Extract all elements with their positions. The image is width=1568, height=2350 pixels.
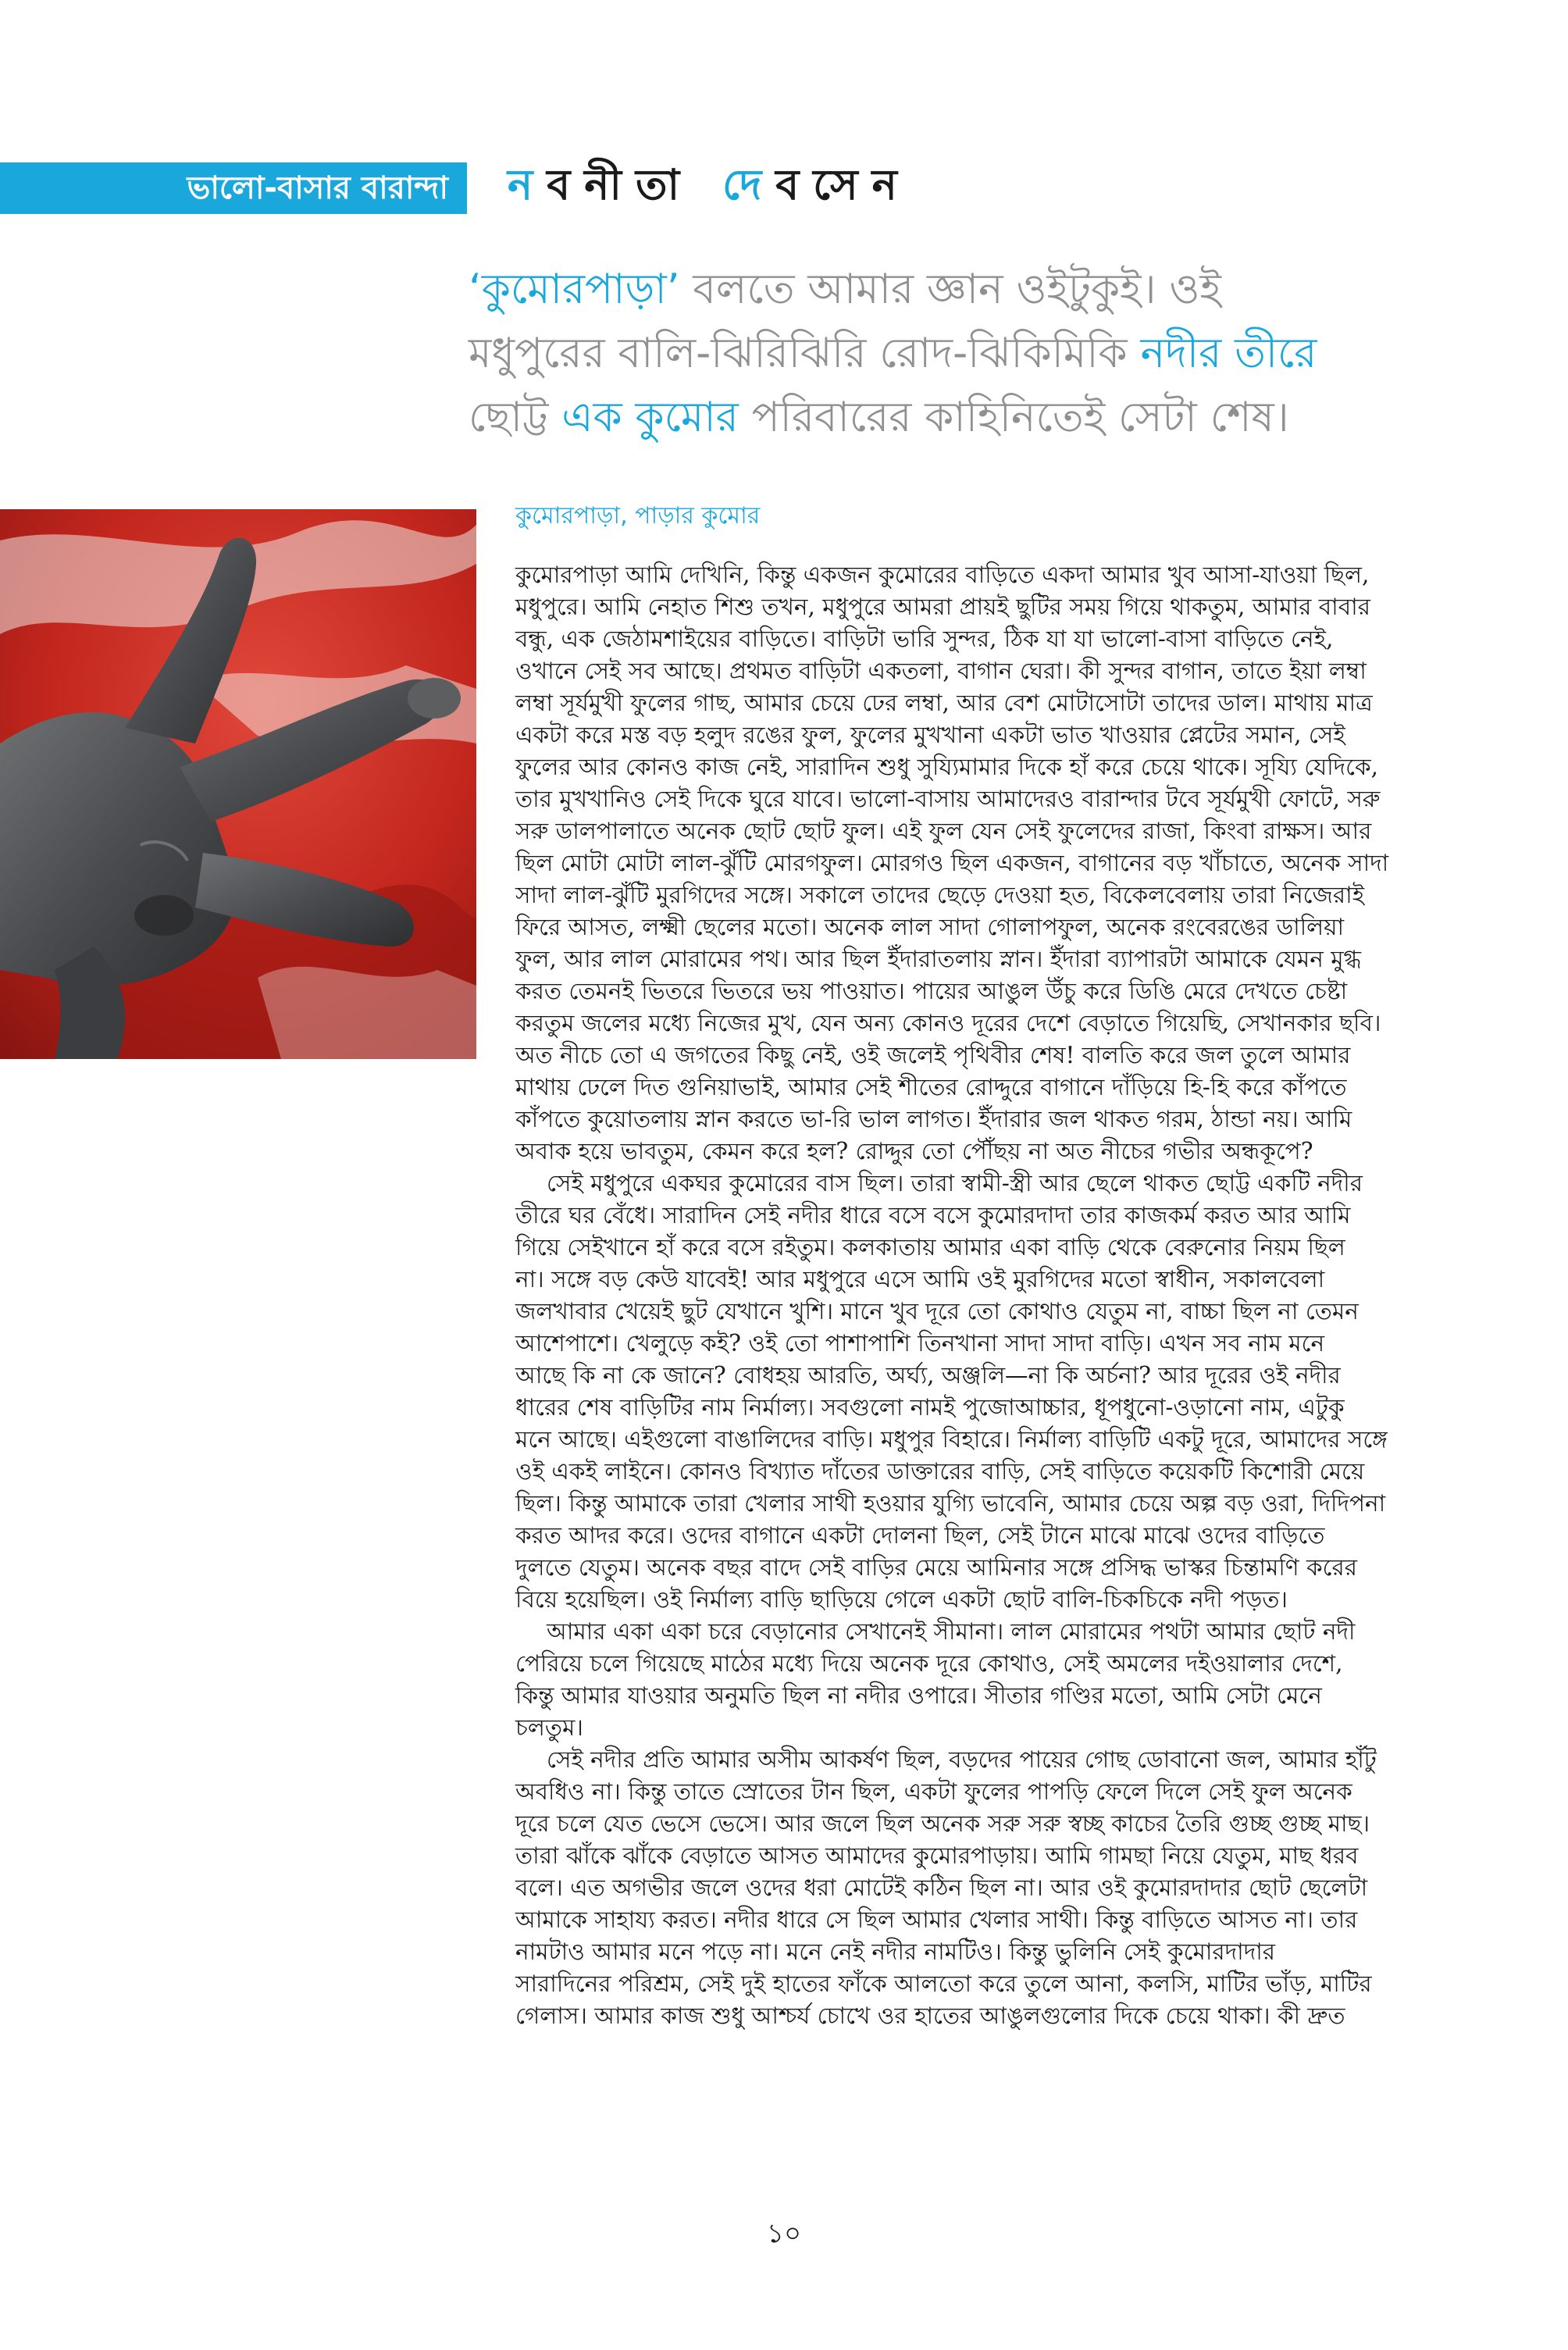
article-line: দূরে চলে যেত ভেসে ভেসে। আর জলে ছিল অনেক সরু সরু স্বচ্ছ কাচের তৈরি গুচ্ছ গুচ্ছ মাছ। — [515, 1810, 1370, 1837]
article-line: দুলতে যেতুম। অনেক বছর বাদে সেই বাড়ির মেয়ে আমিনার সঙ্গে প্রসিদ্ধ ভাস্কর চিন্তামণি করের — [515, 1554, 1357, 1581]
article-body — [515, 559, 1538, 2032]
article-line: গেলাস। আমার কাজ শুধু আশ্চর্য চোখে ওর হাতের আঙুলগুলোর দিকে চেয়ে থাকা। কী দ্রুত — [515, 2002, 1345, 2029]
article-line: মাথায় ঢেলে দিত গুনিয়াভাই, আমার সেই শীতের রোদ্দুরে বাগানে দাঁড়িয়ে হি-হি করে কাঁপতে — [515, 1074, 1347, 1100]
author-name — [508, 147, 911, 222]
article-line: মধুপুরে। আমি নেহাত শিশু তখন, মধুপুরে আমরা প্রায়ই ছুটির সময় গিয়ে থাকতুম, আমার বাবার — [515, 594, 1370, 620]
author-name-first-rest: বনীতা — [547, 159, 722, 209]
author-name-middle-initial: দে — [722, 159, 776, 209]
article-line: সাদা লাল-ঝুঁটি মুরগিদের সঙ্গে। সকালে তাদের ছেড়ে দেওয়া হত, বিকেলবেলায় তারা নিজেরাই — [515, 882, 1365, 908]
section-label: ভালো-বাসার বারান্দা — [187, 170, 448, 206]
page-number: ১০ — [766, 2218, 802, 2249]
lede-highlight: এক কুমোর — [561, 394, 739, 441]
article-line: বিয়ে হয়েছিল। ওই নির্মাল্য বাড়ি ছাড়িয়ে গেলে একটা ছোট বালি-চিকচিকে নদী পড়ত। — [515, 1586, 1288, 1613]
article-line: সেই মধুপুরে একঘর কুমোরের বাস ছিল। তারা স্বামী-স্ত্রী আর ছেলে থাকত ছোট্ট একটি নদীর — [547, 1170, 1363, 1196]
lede-text: মধুপুরের বালি-ঝিরিঝিরি রোদ-ঝিকিমিকি — [469, 330, 1141, 377]
author-name-initial: ন — [508, 159, 547, 209]
article-line: আশেপাশে। খেলুড়ে কই? ওই তো পাশাপাশি তিনখানা সাদা সাদা বাড়ি। এখন সব নাম মনে — [515, 1330, 1325, 1357]
article-line: অবাক হয়ে ভাবতুম, কেমন করে হল? রোদ্দুর তো পৌঁছয় না অত নীচের গভীর অন্ধকূপে? — [515, 1138, 1313, 1164]
lede-pullquote — [469, 258, 1515, 450]
lede-highlight: নদীর তীরে — [1140, 330, 1317, 377]
article-line: ফুলের আর কোনও কাজ নেই, সারাদিন শুধু সুয্যিমামার দিকে হাঁ করে চেয়ে থাকে। সূয্যি যেদিকে, — [515, 754, 1379, 780]
article-line: একটা করে মস্ত বড় হলুদ রঙের ফুল, ফুলের মুখখানা একটা ভাত খাওয়ার প্লেটের সমান, সেই — [515, 722, 1345, 748]
lede-text: বলতে আমার জ্ঞান ওইটুকুই। ওই — [679, 266, 1222, 313]
article-line: অবধিও না। কিন্তু তাতে স্রোতের টান ছিল, একটা ফুলের পাপড়ি ফেলে দিলে সেই ফুল অনেক — [515, 1778, 1352, 1805]
lede-text: পরিবারের কাহিনিতেই সেটা শেষ। — [738, 394, 1289, 441]
article-line: গিয়ে সেইখানে হাঁ করে বসে রইতুম। কলকাতায় আমার একা বাড়ি থেকে বেরুনোর নিয়ম ছিল — [515, 1234, 1345, 1261]
article-line: অত নীচে তো এ জগতের কিছু নেই, ওই জলেই পৃথিবীর শেষ! বালতি করে জল তুলে আমার — [515, 1042, 1351, 1068]
clay-figure-photo — [0, 509, 476, 1059]
article-line: কুমোরপাড়া আমি দেখিনি, কিন্তু একজন কুমোরের বাড়িতে একদা আমার খুব আসা-যাওয়া ছিল, — [515, 562, 1370, 588]
article-line: ছিল মোটা মোটা লাল-ঝুঁটি মোরগফুল। মোরগও ছিল একজন, বাগানের বড় খাঁচাতে, অনেক সাদা — [515, 850, 1389, 876]
lede-line — [469, 322, 1515, 386]
article-line: সরু ডালপালাতে অনেক ছোট ছোট ফুল। এই ফুল যেন সেই ফুলেদের রাজা, কিংবা রাক্ষস। আর — [515, 818, 1372, 844]
article-line: ওই একই লাইনে। কোনও বিখ্যাত দাঁতের ডাক্তারের বাড়ি, সেই বাড়িতে কয়েকটি কিশোরী মেয়ে — [515, 1458, 1365, 1485]
article-line: বন্ধু, এক জেঠামশাইয়ের বাড়িতে। বাড়িটা ভারি সুন্দর, ঠিক যা যা ভালো-বাসা বাড়িতে নেই, — [515, 626, 1334, 652]
article-subheading: কুমোরপাড়া, পাড়ার কুমোর — [515, 502, 761, 530]
article-line: সেই নদীর প্রতি আমার অসীম আকর্ষণ ছিল, বড়দের পায়ের গোছ ডোবানো জল, আমার হাঁটু — [547, 1746, 1377, 1773]
article-line: করত আদর করে। ওদের বাগানে একটা দোলনা ছিল, সেই টানে মাঝে মাঝে ওদের বাড়িতে — [515, 1522, 1325, 1549]
article-line: আমাকে সাহায্য করত। নদীর ধারে সে ছিল আমার খেলার সাথী। কিন্তু বাড়িতে আসত না। তার — [515, 1906, 1358, 1933]
article-line: তীরে ঘর বেঁধে। সারাদিন সেই নদীর ধারে বসে বসে কুমোরদাদা তার কাজকর্ম করত আর আমি — [515, 1202, 1351, 1228]
article-line: মনে আছে। এইগুলো বাঙালিদের বাড়ি। মধুপুর বিহারে। নির্মাল্য বাড়িটি একটু দূরে, আমাদের সঙ্গে — [515, 1426, 1388, 1453]
article-line: আছে কি না কে জানে? বোধহয় আরতি, অর্ঘ্য, অঞ্জলি—না কি অর্চনা? আর দূরের ওই নদীর — [515, 1362, 1341, 1389]
article-line: পেরিয়ে চলে গিয়েছে মাঠের মধ্যে দিয়ে অনেক দূরে কোথাও, সেই অমলের দইওয়ালার দেশে, — [515, 1650, 1343, 1677]
lede-line — [469, 258, 1515, 322]
article-line: না। সঙ্গে বড় কেউ যাবেই! আর মধুপুরে এসে আমি ওই মুরগিদের মতো স্বাধীন, সকালবেলা — [515, 1266, 1325, 1293]
article-line: ফুল, আর লাল মোরামের পথ। আর ছিল ইঁদারাতলায় স্নান। ইঁদারা ব্যাপারটা আমাকে যেমন মুগ্ধ — [515, 946, 1362, 972]
lede-text: ছোট্ট — [469, 394, 562, 441]
article-line: চলতুম। — [515, 1714, 583, 1741]
article-line: কিন্তু আমার যাওয়ার অনুমতি ছিল না নদীর ওপারে। সীতার গণ্ডির মতো, আমি সেটা মেনে — [515, 1682, 1322, 1709]
article-line: ওখানে সেই সব আছে। প্রথমত বাড়িটা একতলা, বাগান ঘেরা। কী সুন্দর বাগান, তাতে ইয়া লম্বা — [515, 658, 1367, 684]
article-line: করতুম জলের মধ্যে নিজের মুখ, যেন অন্য কোনও দূরের দেশে বেড়াতে গিয়েছি, সেখানকার ছবি। — [515, 1010, 1381, 1036]
article-line: তার মুখখানিও সেই দিকে ঘুরে যাবে। ভালো-বাসায় আমাদেরও বারান্দার টবে সূর্যমুখী ফোটে, সরু — [515, 786, 1381, 812]
lede-highlight: ‘কুমোরপাড়া’ — [469, 266, 680, 313]
article-line: সারাদিনের পরিশ্রম, সেই দুই হাতের ফাঁকে আলতো করে তুলে আনা, কলসি, মাটির ভাঁড়, মাটির — [515, 1970, 1372, 1997]
article-line: ফিরে আসত, লক্ষ্মী ছেলের মতো। অনেক লাল সাদা গোলাপফুল, অনেক রংবেরঙের ডালিয়া — [515, 914, 1345, 940]
article-line: নামটাও আমার মনে পড়ে না। মনে নেই নদীর নামটিও। কিন্তু ভুলিনি সেই কুমোরদাদার — [515, 1938, 1275, 1965]
article-line: লম্বা সূর্যমুখী ফুলের গাছ, আমার চেয়ে ঢের লম্বা, আর বেশ মোটাসোটা তাদের ডাল। মাথায় মাত্র — [515, 690, 1373, 716]
author-name-last: বসেন — [775, 159, 911, 209]
lede-line — [469, 386, 1515, 450]
article-line: করত তেমনই ভিতরে ভিতরে ভয় পাওয়াত। পায়ের আঙুল উঁচু করে ডিঙি মেরে দেখতে চেষ্টা — [515, 978, 1348, 1004]
clay-figure-illustration — [0, 509, 476, 1059]
article-line: ধারের শেষ বাড়িটির নাম নির্মাল্য। সবগুলো নামই পুজোআচ্চার, ধূপধুনো-ওড়ানো নাম, এটুকু — [515, 1394, 1345, 1421]
section-band — [0, 162, 467, 214]
article-line: কাঁপতে কুয়োতলায় স্নান করতে ভা-রি ভাল লাগত। ইঁদারার জল থাকত গরম, ঠান্ডা নয়। আমি — [515, 1106, 1352, 1132]
article-line: আমার একা একা চরে বেড়ানোর সেখানেই সীমানা। লাল মোরামের পথটা আমার ছোট নদী — [547, 1618, 1356, 1645]
article-line: ছিল। কিন্তু আমাকে তারা খেলার সাথী হওয়ার যুগ্যি ভাবেনি, আমার চেয়ে অল্প বড় ওরা, দিদিপনা — [515, 1490, 1386, 1517]
article-line: জলখাবার খেয়েই ছুট যেখানে খুশি। মানে খুব দূরে তো কোথাও যেতুম না, বাচ্চা ছিল না তেমন — [515, 1298, 1359, 1325]
article-line: তারা ঝাঁকে ঝাঁকে বেড়াতে আসত আমাদের কুমোরপাড়ায়। আমি গামছা নিয়ে যেতুম, মাছ ধরব — [515, 1842, 1359, 1869]
article-line: বলে। এত অগভীর জলে ওদের ধরা মোটেই কঠিন ছিল না। আর ওই কুমোরদাদার ছোট ছেলেটা — [515, 1874, 1368, 1901]
